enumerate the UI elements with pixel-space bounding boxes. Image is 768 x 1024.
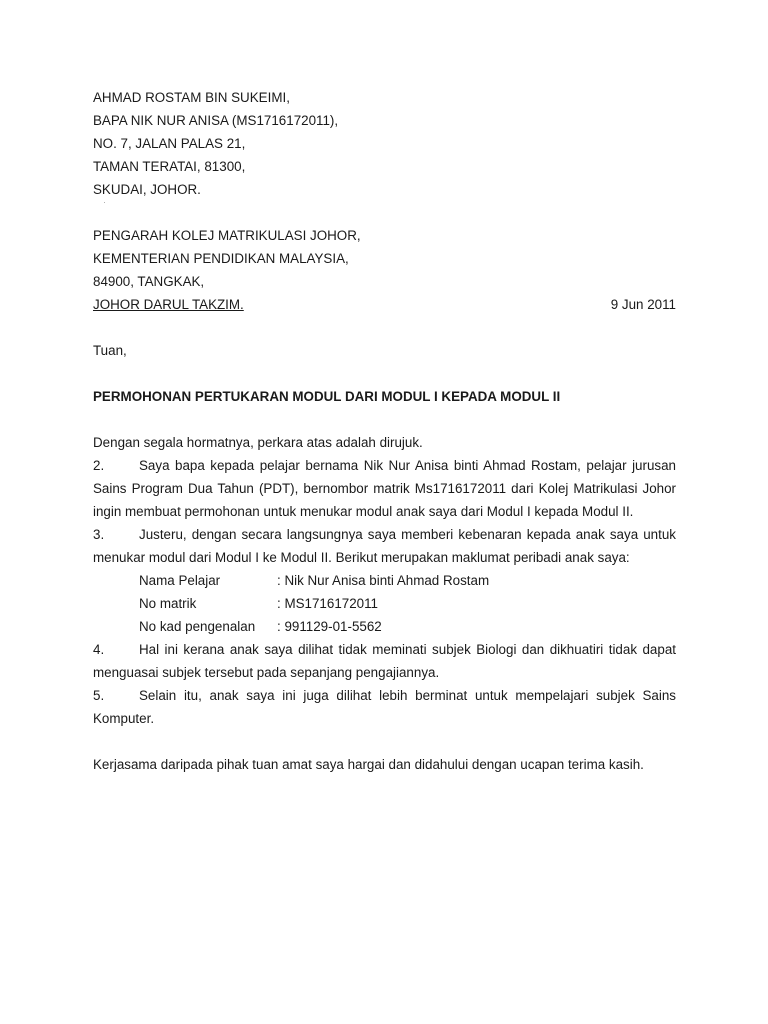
paragraph-number: 3. xyxy=(93,527,105,542)
paragraph-4 xyxy=(93,638,676,684)
paragraph-number: 2. xyxy=(93,458,105,473)
sender-street: NO. 7, JALAN PALAS 21, xyxy=(93,136,246,151)
paragraph-text: Hal ini kerana anak saya dilihat tidak meminati subjek Biologi dan dikhuatiri tidak dapat menguasai subjek tersebut pada sepanjang pengajiannya. xyxy=(93,642,676,680)
detail-value: : Nik Nur Anisa binti Ahmad Rostam xyxy=(277,573,490,588)
recipient-state-row xyxy=(93,293,676,316)
sender-city: SKUDAI, JOHOR. xyxy=(93,182,201,197)
paragraph-text: Selain itu, anak saya ini juga dilihat lebih berminat untuk mempelajari subjek Sains Komputer. xyxy=(93,688,676,726)
detail-row-name xyxy=(93,569,676,592)
paragraph-5 xyxy=(93,684,676,730)
detail-label: No matrik xyxy=(139,596,197,611)
letter-subject: PERMOHONAN PERTUKARAN MODUL DARI MODUL I KEPADA MODUL II xyxy=(93,389,561,404)
detail-label: No kad pengenalan xyxy=(139,619,256,634)
paragraph-text: Saya bapa kepada pelajar bernama Nik Nur Anisa binti Ahmad Rostam, pelajar jurusan Sains Program Dua Tahun (PDT), bernombor matrik Ms1716172011 dari Kolej Matrikulasi Johor ingin membuat permohonan untuk menukar modul anak saya dari Modul I kepada Modul II. xyxy=(93,458,676,519)
paragraph-3 xyxy=(93,523,676,569)
letter-date: 9 Jun 2011 xyxy=(610,297,676,312)
sender-area: TAMAN TERATAI, 81300, xyxy=(93,159,246,174)
salutation: Tuan, xyxy=(93,343,127,358)
paragraph-text: Justeru, dengan secara langsungnya saya memberi kebenaran kepada anak saya untuk menukar modul dari Modul I ke Modul II. Berikut merupakan maklumat peribadi anak saya: xyxy=(93,527,676,565)
recipient-address xyxy=(93,224,676,316)
paragraph-number: 4. xyxy=(93,642,105,657)
sender-address xyxy=(93,86,676,201)
detail-value: : MS1716172011 xyxy=(277,596,379,611)
recipient-title: PENGARAH KOLEJ MATRIKULASI JOHOR, xyxy=(93,228,361,243)
recipient-state: JOHOR DARUL TAKZIM. xyxy=(93,297,244,312)
paragraph-number: 5. xyxy=(93,688,105,703)
letter-page xyxy=(93,86,676,776)
sender-name: AHMAD ROSTAM BIN SUKEIMI, xyxy=(93,90,290,105)
recipient-ministry: KEMENTERIAN PENDIDIKAN MALAYSIA, xyxy=(93,251,349,266)
student-details xyxy=(93,569,676,638)
detail-value: : 991129-01-5562 xyxy=(277,619,382,634)
detail-row-ic xyxy=(93,615,676,638)
paragraph-2 xyxy=(93,454,676,523)
detail-label: Nama Pelajar xyxy=(139,573,221,588)
recipient-postcode: 84900, TANGKAK, xyxy=(93,274,205,289)
detail-row-matric xyxy=(93,592,676,615)
opening-line: Dengan segala hormatnya, perkara atas adalah dirujuk. xyxy=(93,435,423,450)
sender-relation: BAPA NIK NUR ANISA (MS1716172011), xyxy=(93,113,339,128)
closing-paragraph: Kerjasama daripada pihak tuan amat saya hargai dan didahului dengan ucapan terima kasih. xyxy=(93,757,644,772)
